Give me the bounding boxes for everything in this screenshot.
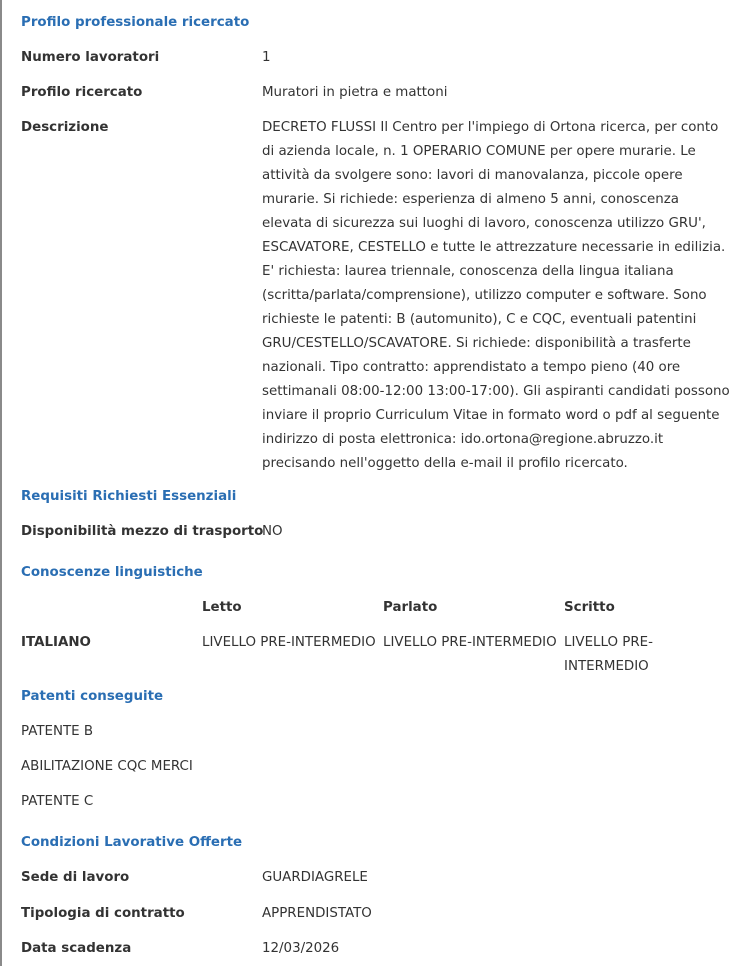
field-value-description: DECRETO FLUSSI Il Centro per l'impiego di Ortona ricerca, per conto di azienda locale, n. 1 OPERARIO COMUNE per opere murarie. Le attività da svolgere sono: lavori di manovalanza, piccole opere murarie. Si richiede: esperienza di almeno 5 anni, conoscenza elevata di sicurezza sui luoghi di lavoro, conoscenza utilizzo GRU', ESCAVATORE, CESTELLO e tutte le attrezzature necessarie in edilizia. E' richiesta: laurea triennale, conoscenza della lingua italiana (scritta/parlata/comprensione), utilizzo computer e software. Sono richieste le patenti: B (automunito), C e CQC, eventuali patentini GRU/CESTELLO/SCAVATORE. Si richiede: disponibilità a trasferte nazionali. Tipo contratto: apprendistato a tempo pieno (40 ore settimanali 08:00-12:00 13:00-17:00). Gli aspiranti candidati possono inviare il proprio Curriculum Vitae in formato word o pdf al seguente indirizzo di posta elettronica: ido.ortona@regione.abruzzo.it precisando nell'oggetto della e-mail il profilo ricercato. xyxy=(262,120,730,471)
field-row-contract-type xyxy=(21,902,730,926)
license-item: PATENTE C xyxy=(21,794,94,809)
section-title-requirements: Requisiti Richiesti Essenziali xyxy=(21,489,237,504)
section-title-languages: Conoscenze linguistiche xyxy=(21,565,203,580)
section-title-licenses: Patenti conseguite xyxy=(21,689,164,704)
field-row-work-location xyxy=(21,866,730,890)
field-value: 1 xyxy=(262,50,271,65)
section-title-conditions: Condizioni Lavorative Offerte xyxy=(21,835,243,850)
field-row-transport xyxy=(21,520,730,544)
license-item: PATENTE B xyxy=(21,724,94,739)
field-label: Sede di lavoro xyxy=(21,870,130,885)
field-value: APPRENDISTATO xyxy=(262,906,372,921)
language-level-spoken: LIVELLO PRE-INTERMEDIO xyxy=(383,635,557,650)
left-border xyxy=(0,0,2,966)
field-label: Descrizione xyxy=(21,120,109,135)
language-level-read: LIVELLO PRE-INTERMEDIO xyxy=(202,635,376,650)
field-value: GUARDIAGRELE xyxy=(262,870,368,885)
field-label: Numero lavoratori xyxy=(21,50,160,65)
field-label: Profilo ricercato xyxy=(21,85,143,100)
language-header-spoken: Parlato xyxy=(383,600,438,615)
field-row-profile xyxy=(21,81,730,105)
language-name: ITALIANO xyxy=(21,635,91,650)
field-value: 12/03/2026 xyxy=(262,941,340,956)
language-level-written: LIVELLO PRE-INTERMEDIO xyxy=(564,635,653,674)
field-label: Data scadenza xyxy=(21,941,132,956)
language-header-written: Scritto xyxy=(564,600,615,615)
field-value: Muratori in pietra e mattoni xyxy=(262,85,448,100)
field-label: Tipologia di contratto xyxy=(21,906,185,921)
language-row xyxy=(21,631,733,679)
language-header-read: Letto xyxy=(202,600,242,615)
field-value: NO xyxy=(262,524,283,539)
license-item: ABILITAZIONE CQC MERCI xyxy=(21,759,193,774)
field-row-deadline xyxy=(21,937,730,961)
field-row-description xyxy=(21,116,730,476)
language-table-header xyxy=(21,596,733,620)
section-title-profile: Profilo professionale ricercato xyxy=(21,15,250,30)
field-label: Disponibilità mezzo di trasporto xyxy=(21,524,264,539)
field-row-num-workers xyxy=(21,46,730,70)
